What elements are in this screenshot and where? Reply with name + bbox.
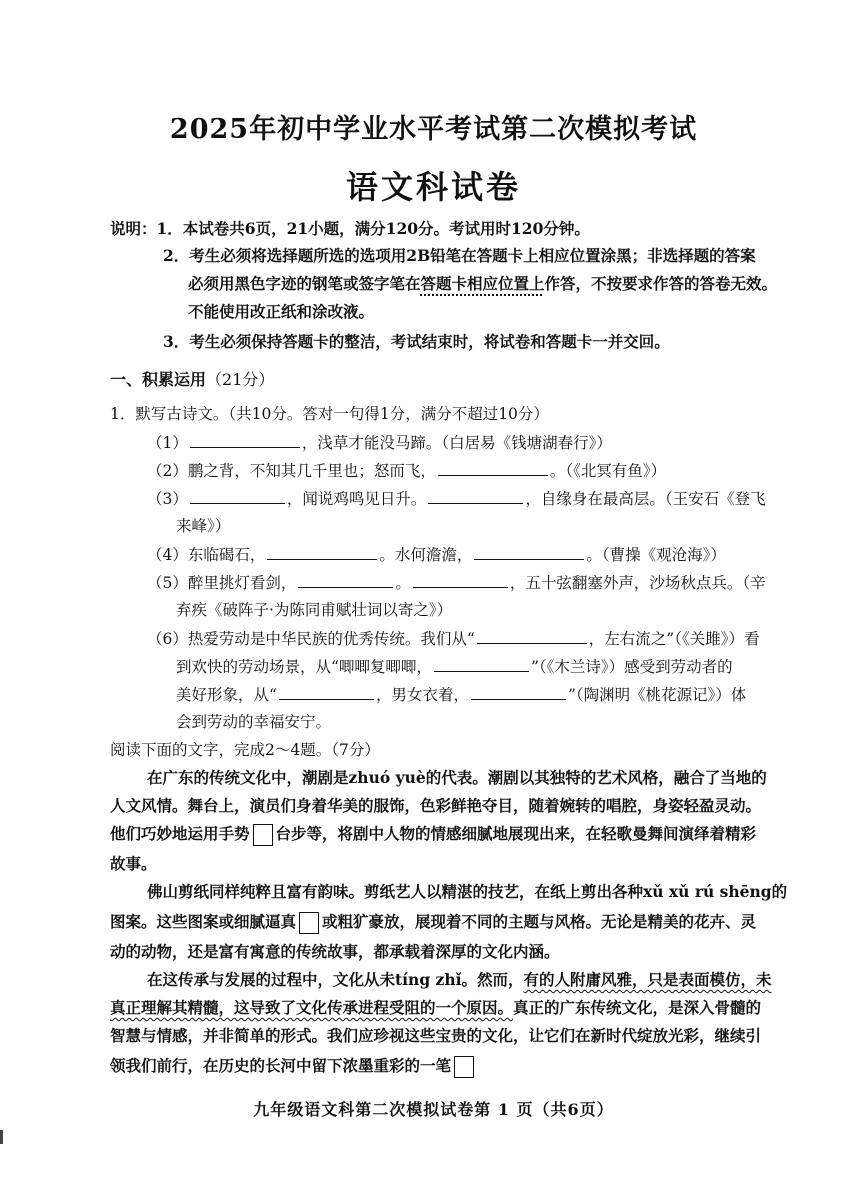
instructions-item-3: 3．考生必须保持答题卡的整洁，考试结束时，将试卷和答题卡一并交回。 — [163, 332, 670, 351]
page-footer: 九年级语文科第二次模拟试卷第 1 页（共6页） — [253, 1100, 614, 1119]
punctuation-box[interactable] — [454, 1056, 474, 1078]
q1-stem: 1．默写古诗文。（共10分。答对一句得1分，满分不超过10分） — [110, 405, 549, 423]
answer-blank[interactable] — [474, 543, 584, 560]
instructions-item-2-line-2: 必须用黑色字迹的钢笔或签字笔在答题卡相应位置上作答，不按要求作答的答卷无效。 — [188, 274, 778, 293]
section-1-heading: 一、积累运用（21分） — [110, 370, 275, 389]
q1-part-3: （3） ，闻说鸡鸣见日升。 ，自缘身在最高层。（王安石《登飞 — [147, 487, 766, 510]
punctuation-box[interactable] — [253, 824, 273, 846]
instructions-item-2-line-1: 2．考生必须将选择题所选的选项用2B铅笔在答题卡上相应位置涂黑；非选择题的答案 — [163, 246, 756, 265]
reading-para-2-line-3: 动的动物，还是富有寓意的传统故事，都承载着深厚的文化内涵。 — [110, 942, 560, 961]
answer-blank[interactable] — [471, 683, 566, 700]
q1-part-1: （1） ，浅草才能没马蹄。（白居易《钱塘湖春行》） — [147, 431, 612, 454]
answer-blank[interactable] — [298, 571, 393, 588]
wavy-underlined-sentence: 有的人附庸风雅，只是表面模仿，未 — [523, 970, 772, 989]
answer-blank[interactable] — [190, 487, 285, 504]
q1-part-5: （5）醉里挑灯看剑， 。 ，五十弦翻塞外声，沙场秋点兵。（辛 — [147, 571, 766, 594]
q1-part-6-line-2: 到欢快的劳动场景，从“唧唧复唧唧， ”（《木兰诗》）感受到劳动者的 — [176, 655, 733, 678]
reading-para-3-line-3: 智慧与情感，并非简单的形式。我们应珍视这些宝贵的文化，让它们在新时代绽放光彩，继续引 — [110, 1026, 762, 1045]
answer-blank[interactable] — [434, 655, 529, 672]
instructions-item-2-line-3: 不能使用改正纸和涂改液。 — [188, 302, 375, 321]
wavy-underlined-sentence: 真正理解其精髓，这导致了文化传承进程受阻的一个原因。 — [110, 998, 514, 1017]
q1-part-2: （2）鹏之背，不知其几千里也；怒而飞， 。（《北冥有鱼》） — [147, 459, 666, 482]
punctuation-box[interactable] — [299, 912, 319, 934]
reading-para-1-line-1: 在广东的传统文化中，潮剧是zhuó yuè的代表。潮剧以其独特的艺术风格，融合了当地的 — [147, 768, 767, 787]
instructions-label: 说明： — [110, 219, 157, 238]
reading-intro: 阅读下面的文字，完成2～4题。（7分） — [110, 741, 380, 759]
answer-blank[interactable] — [438, 459, 548, 476]
exam-title: 2025年初中学业水平考试第二次模拟考试 — [169, 114, 698, 145]
scan-mark — [0, 1130, 3, 1144]
answer-blank[interactable] — [477, 627, 587, 644]
answer-blank[interactable] — [413, 571, 508, 588]
q1-part-6-line-1: （6）热爱劳动是中华民族的优秀传统。我们从“ ，左右流之”（《关雎》）看 — [147, 627, 759, 650]
q1-part-4: （4）东临碣石， 。水何澹澹， 。（曹操《观沧海》） — [147, 543, 726, 566]
answer-blank[interactable] — [267, 543, 377, 560]
reading-para-3-line-2: 真正理解其精髓，这导致了文化传承进程受阻的一个原因。真正的广东传统文化，是深入骨髓的 — [110, 998, 762, 1017]
q1-part-3-cont: 来峰》） — [176, 517, 231, 535]
reading-para-1-line-2: 人文风情。舞台上，演员们身着华美的服饰，色彩鲜艳夺目，随着婉转的唱腔，身姿轻盈灵动。 — [110, 796, 762, 815]
instructions-item-1 — [110, 218, 590, 240]
q1-part-5-cont: 弃疾《破阵子·为陈同甫赋壮词以寄之》） — [176, 601, 453, 619]
reading-para-1-line-3: 他们巧妙地运用手势 台步等，将剧中人物的情感细腻地展现出来，在轻歌曼舞间演绎着精彩 — [110, 823, 756, 846]
reading-para-2-line-1: 佛山剪纸同样纯粹且富有韵味。剪纸艺人以精湛的技艺，在纸上剪出各种xǔ xǔ rú shēng的 — [147, 882, 788, 901]
dotted-emphasis: 答题卡相应位置上 — [420, 274, 545, 293]
answer-blank[interactable] — [190, 431, 300, 448]
exam-subtitle: 语文科试卷 — [345, 168, 521, 206]
reading-para-3-line-1: 在这传承与发展的过程中，文化从未tíng zhǐ。然而，有的人附庸风雅，只是表面模仿，未 — [147, 970, 772, 989]
reading-para-1-line-4: 故事。 — [110, 854, 157, 873]
q1-part-6-line-4: 会到劳动的幸福安宁。 — [176, 713, 332, 731]
reading-para-2-line-2: 图案。这些图案或细腻逼真 或粗犷豪放，展现着不同的主题与风格。无论是精美的花卉、灵 — [110, 911, 756, 934]
q1-part-6-line-3: 美好形象，从“ ，男女衣着， ”（陶渊明《桃花源记》）体 — [176, 683, 746, 706]
answer-blank[interactable] — [428, 487, 523, 504]
answer-blank[interactable] — [279, 683, 374, 700]
instructions-text-1: 1．本试卷共6页，21小题，满分120分。考试用时120分钟。 — [156, 219, 590, 238]
reading-para-3-line-4: 领我们前行，在历史的长河中留下浓墨重彩的一笔 — [110, 1055, 477, 1078]
